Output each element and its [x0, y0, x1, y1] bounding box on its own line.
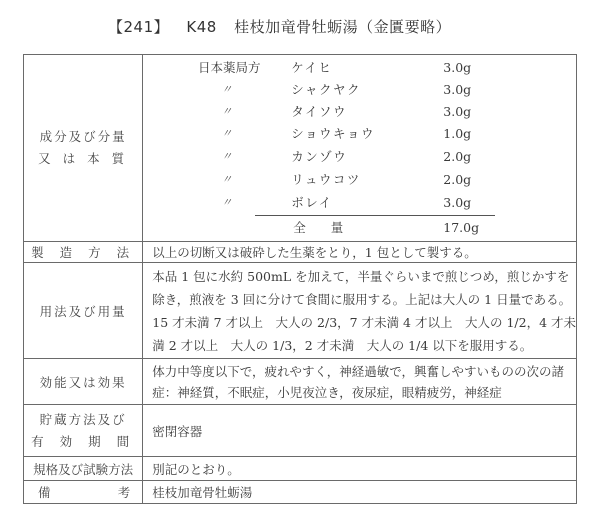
usage-line: 満 2 才以上 大人の 1/3，2 才未満 大人の 1/4 以下を服用する。: [152, 338, 533, 353]
ingredient-amount: 1.0g: [443, 126, 472, 141]
total-divider-line: [255, 215, 495, 216]
remarks-label-right: 考: [117, 485, 133, 500]
title-number: 【241】: [108, 18, 170, 36]
usage-line: 除き，煎液を 3 回に分けて食間に服用する。上記は大人の 1 日量である。: [152, 292, 572, 307]
ingredient-name: シャクヤク: [291, 82, 362, 97]
ingredient-source-ditto: 〃: [221, 150, 233, 163]
efficacy-line: 体力中等度以下で，疲れやすく，神経過敏で，興奮しやすいものの次の諸: [152, 364, 565, 379]
ingredients-content: [143, 55, 577, 242]
usage-content: [143, 263, 577, 359]
efficacy-label: 効能又は効果: [24, 359, 143, 405]
manufacturing-text: 以上の切断又は破砕した生薬をとり，1 包として製する。: [143, 242, 577, 263]
monograph-table: [23, 54, 577, 504]
storage-label-line2: 有 効 期 間: [31, 433, 136, 449]
remarks-text: 桂枝加竜骨牡蛎湯: [143, 481, 577, 504]
manufacturing-row: [24, 242, 577, 263]
ingredient-name: カンゾウ: [291, 149, 348, 164]
ingredient-source-ditto: 〃: [221, 196, 233, 209]
ingredient-amount: 3.0g: [443, 195, 472, 210]
document-title: [108, 16, 463, 37]
remarks-label: [24, 481, 143, 504]
ingredients-label-line2: 又 は 本 質: [38, 151, 129, 166]
specification-row: [24, 457, 577, 481]
ingredients-label: [24, 55, 143, 242]
ingredient-source-ditto: 〃: [221, 83, 233, 96]
efficacy-row: [24, 359, 577, 405]
ingredient-amount: 3.0g: [443, 60, 472, 75]
ingredient-name: ショウキョウ: [291, 126, 376, 141]
ingredient-source-ditto: 〃: [221, 127, 233, 140]
manufacturing-label: 製 造 方 法: [24, 242, 143, 263]
specification-label: 規格及び試験方法: [24, 457, 143, 481]
ingredient-source-ditto: 〃: [221, 173, 233, 186]
total-label: 全 量: [293, 220, 344, 235]
ingredients-label-line1: 成分及び分量: [39, 129, 127, 144]
efficacy-line: 症：神経質，不眠症，小児夜泣き，夜尿症，眼精疲労，神経症: [152, 385, 502, 400]
ingredient-source: 日本薬局方: [198, 60, 261, 75]
ingredient-name: ケイヒ: [291, 60, 333, 75]
ingredient-amount: 3.0g: [443, 104, 472, 119]
total-amount: 17.0g: [443, 220, 480, 235]
ingredient-amount: 2.0g: [443, 149, 472, 164]
remarks-row: [24, 481, 577, 504]
ingredient-name: リュウコツ: [291, 172, 361, 187]
efficacy-content: [143, 359, 577, 405]
ingredient-name: タイソウ: [291, 104, 348, 119]
storage-text: 密閉容器: [143, 405, 577, 457]
ingredient-amount: 2.0g: [443, 172, 472, 187]
usage-row: [24, 263, 577, 359]
ingredient-name: ボレイ: [291, 195, 333, 210]
usage-line: 15 才未満 7 才以上 大人の 2/3，7 才未満 4 才以上 大人の 1/2，4 才未: [152, 315, 576, 330]
ingredient-amount: 3.0g: [443, 82, 472, 97]
title-name: 桂枝加竜骨牡蛎湯（金匱要略）: [234, 18, 452, 36]
remarks-label-left: 備: [38, 485, 53, 500]
storage-row: [24, 405, 577, 457]
ingredients-row: [24, 55, 577, 242]
usage-label: 用法及び用量: [24, 263, 143, 359]
storage-label-line1: 貯蔵方法及び: [39, 411, 127, 427]
specification-text: 別記のとおり。: [143, 457, 577, 481]
usage-line: 本品 1 包に水約 500mL を加えて，半量ぐらいまで煎じつめ，煎じかすを: [152, 269, 570, 284]
ingredient-source-ditto: 〃: [221, 105, 233, 118]
title-code: K48: [186, 18, 217, 36]
storage-label: [24, 405, 143, 457]
